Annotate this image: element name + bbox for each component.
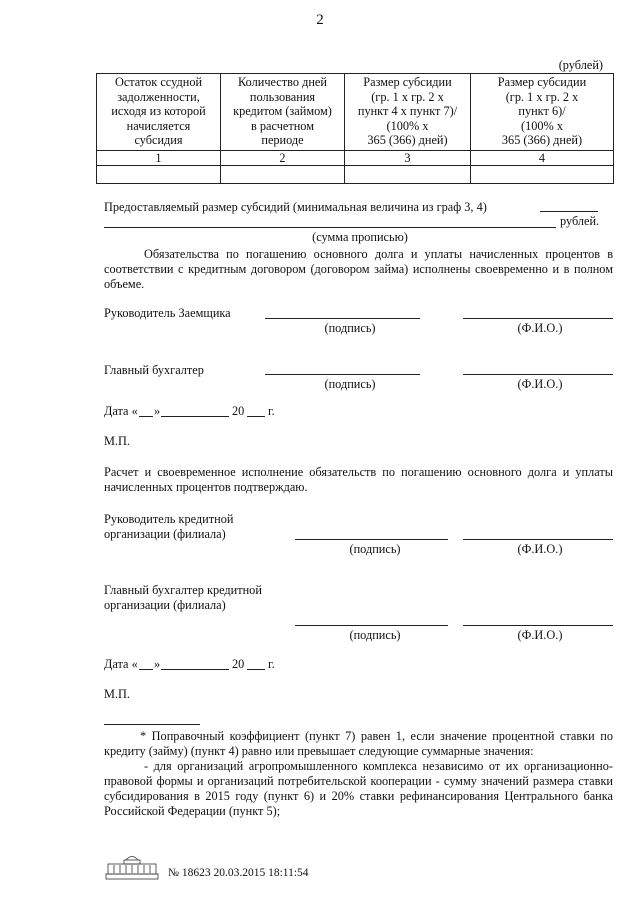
provided-amount-line[interactable] [540,211,598,212]
seal-place: М.П. [104,687,130,701]
borrower-accountant-signature-line[interactable] [265,374,420,375]
date-year-prefix: 20 [232,657,245,671]
signature-caption: (подпись) [349,542,401,556]
column-number: 3 [345,151,471,166]
borrower-accountant-name-line[interactable] [463,374,613,375]
date-year-line[interactable] [247,416,265,417]
amount-in-words-caption: (сумма прописью) [312,230,408,244]
header-cell: Количество дней пользования кредитом (займом) в расчетном периоде [221,74,345,151]
borrower-head-label: Руководитель Заемщика [104,306,231,320]
bank-accountant-label: Главный бухгалтер кредитной [104,583,262,597]
name-caption: (Ф.И.О.) [517,628,563,642]
date-year-line[interactable] [247,669,265,670]
date-suffix: г. [268,404,275,418]
page-number: 2 [316,12,324,28]
signature-caption: (подпись) [324,321,376,335]
header-cell: Размер субсидии (гр. 1 х гр. 2 х пункт 4 х пункт 7)/ (100% х 365 (366) дней) [345,74,471,151]
bank-accountant-label-line2: организации (филиала) [104,598,226,612]
table-header-row [97,74,614,151]
date-month-line[interactable] [161,669,229,670]
borrower-accountant-label: Главный бухгалтер [104,363,204,377]
header-cell: Размер субсидии (гр. 1 х гр. 2 х пункт 6)/ (100% х 365 (366) дней) [471,74,614,151]
bank-head-label-line2: организации (филиала) [104,527,226,541]
table-data-row [97,166,614,184]
signature-caption: (подпись) [324,377,376,391]
confirmation-paragraph: Расчет и своевременное исполнение обязательств по погашению основного долга и уплаты начисленных процентов подтверждаю. [104,465,613,494]
date-year-prefix: 20 [232,404,245,418]
bank-head-name-line[interactable] [463,539,613,540]
date-day-line[interactable] [139,669,153,670]
bank-accountant-name-line[interactable] [463,625,613,626]
name-caption: (Ф.И.О.) [517,542,563,556]
data-cell[interactable] [345,166,471,184]
building-stamp-icon [104,852,160,882]
name-caption: (Ф.И.О.) [517,321,563,335]
data-cell[interactable] [471,166,614,184]
date-day-line[interactable] [139,416,153,417]
bank-accountant-signature-line[interactable] [295,625,448,626]
bank-head-signature-line[interactable] [295,539,448,540]
data-cell[interactable] [97,166,221,184]
data-cell[interactable] [221,166,345,184]
footnote-separator [104,724,200,725]
currency-label: рублей. [560,214,600,228]
column-number: 2 [221,151,345,166]
signature-caption: (подпись) [349,628,401,642]
footnote-text: * Поправочный коэффициент (пункт 7) равен 1, если значение процентной ставки по кредиту (займу) (пункт 4) равно или превышает следующие суммарные значения: [104,729,613,758]
amount-in-words-line[interactable] [104,227,556,228]
date-prefix: Дата « [104,657,138,671]
column-number-row [97,151,614,166]
subsidy-table [96,73,614,184]
footnote-text-continued: - для организаций агропромышленного комплекса независимо от их организационно-правовой формы и организаций потребительской кооперации - сумму значений размера ставки субсидирования в 2015 году (пункт 6) и 20% ставки рефинансирования Центрального банка Российской Федерации (пункт 5); [104,759,613,818]
date-close: » [154,404,161,418]
provided-subsidy-label: Предоставляемый размер субсидий (минимальная величина из граф 3, 4) [104,200,487,214]
column-number: 1 [97,151,221,166]
bank-head-label: Руководитель кредитной [104,512,234,526]
borrower-head-name-line[interactable] [463,318,613,319]
column-number: 4 [471,151,614,166]
date-month-line[interactable] [161,416,229,417]
date-prefix: Дата « [104,404,138,418]
seal-place: М.П. [104,434,130,448]
table-unit: (рублей) [558,58,603,72]
document-stamp-text: № 18623 20.03.2015 18:11:54 [168,867,309,879]
name-caption: (Ф.И.О.) [517,377,563,391]
date-suffix: г. [268,657,275,671]
header-cell: Остаток ссудной задолженности, исходя из которой начисляется субсидия [97,74,221,151]
date-close: » [154,657,161,671]
obligation-paragraph: Обязательства по погашению основного долга и уплаты начисленных процентов в соответствии с кредитным договором (договором займа) исполнены своевременно и в полном объеме. [104,247,613,291]
borrower-head-signature-line[interactable] [265,318,420,319]
